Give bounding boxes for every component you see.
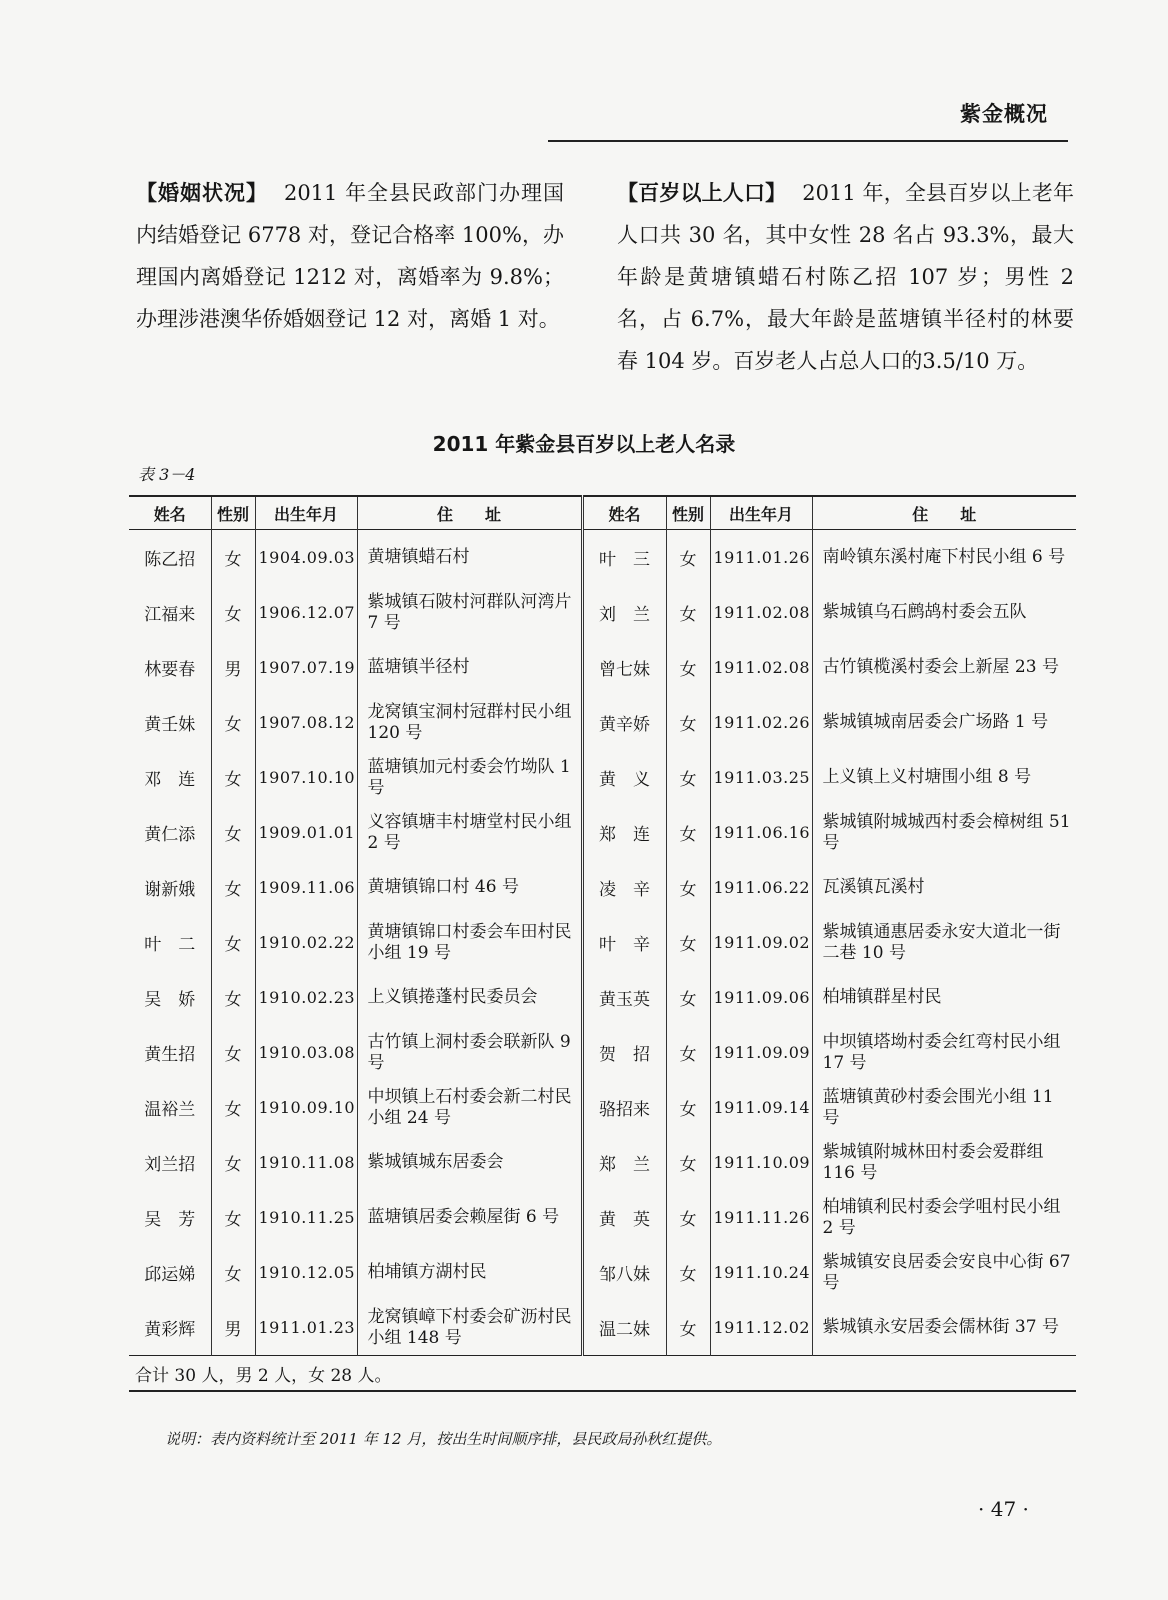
birth-date-left: 1907.07.19 [255,640,357,695]
birth-date-right: 1911.10.24 [710,1245,812,1300]
address-left: 柏埔镇方湖村民 [357,1245,582,1300]
header-rule [548,140,1068,142]
address-right: 紫城镇附城城西村委会樟树组 51 号 [812,805,1076,860]
person-name-right: 叶 辛 [582,915,666,970]
person-name-left: 刘兰招 [129,1135,211,1190]
address-left: 义容镇塘丰村塘堂村民小组 2 号 [357,805,582,860]
person-name-right: 贺 招 [582,1025,666,1080]
table-note: 说明：表内资料统计至 2011 年 12 月，按出生时间顺序排，县民政局孙秋红提供。 [165,1430,722,1448]
address-right: 南岭镇东溪村庵下村民小组 6 号 [812,530,1076,586]
sex-right: 女 [666,915,710,970]
birth-date-right: 1911.12.02 [710,1300,812,1356]
birth-date-left: 1910.11.25 [255,1190,357,1245]
person-name-right: 曾七妹 [582,640,666,695]
table-title: 2011 年紫金县百岁以上老人名录 [432,432,736,456]
table-total-row [129,1356,1076,1392]
sex-right: 女 [666,1300,710,1356]
birth-date-right: 1911.01.26 [710,530,812,586]
table-number: 表 3－4 [138,465,196,484]
header-name-left: 姓名 [129,496,211,530]
sex-left: 女 [211,1245,255,1300]
person-name-left: 黄壬妹 [129,695,211,750]
address-right: 蓝塘镇黄砂村委会围光小组 11 号 [812,1080,1076,1135]
sex-right: 女 [666,530,710,586]
sex-right: 女 [666,1080,710,1135]
sex-left: 女 [211,1025,255,1080]
address-left: 蓝塘镇加元村委会竹坳队 1 号 [357,750,582,805]
header-address-left: 住 址 [357,496,582,530]
sex-right: 女 [666,1135,710,1190]
person-name-right: 凌 辛 [582,860,666,915]
birth-date-left: 1909.11.06 [255,860,357,915]
address-left: 古竹镇上洞村委会联新队 9 号 [357,1025,582,1080]
table-row [129,805,1076,860]
sex-right: 女 [666,750,710,805]
person-name-right: 邹八妹 [582,1245,666,1300]
person-name-right: 黄 义 [582,750,666,805]
birth-date-right: 1911.03.25 [710,750,812,805]
table-row [129,750,1076,805]
person-name-right: 叶 三 [582,530,666,586]
header-sex-right: 性别 [666,496,710,530]
address-right: 古竹镇榄溪村委会上新屋 23 号 [812,640,1076,695]
person-name-left: 吴 娇 [129,970,211,1025]
table-row [129,1025,1076,1080]
running-head: 紫金概况 [960,102,1048,126]
address-right: 紫城镇永安居委会儒林街 37 号 [812,1300,1076,1356]
person-name-left: 黄仁添 [129,805,211,860]
sex-left: 女 [211,970,255,1025]
birth-date-left: 1910.11.08 [255,1135,357,1190]
table-row [129,915,1076,970]
birth-date-right: 1911.06.16 [710,805,812,860]
birth-date-right: 1911.10.09 [710,1135,812,1190]
person-name-left: 温裕兰 [129,1080,211,1135]
birth-date-left: 1909.01.01 [255,805,357,860]
sex-left: 女 [211,860,255,915]
sex-right: 女 [666,585,710,640]
birth-date-right: 1911.09.06 [710,970,812,1025]
address-left: 紫城镇城东居委会 [357,1135,582,1190]
address-left: 紫城镇石陂村河群队河湾片 7 号 [357,585,582,640]
sex-right: 女 [666,695,710,750]
sex-left: 女 [211,695,255,750]
address-left: 上义镇捲蓬村民委员会 [357,970,582,1025]
person-name-right: 郑 兰 [582,1135,666,1190]
table-row [129,695,1076,750]
address-left: 蓝塘镇半径村 [357,640,582,695]
sex-left: 女 [211,1190,255,1245]
birth-date-left: 1906.12.07 [255,585,357,640]
birth-date-right: 1911.09.14 [710,1080,812,1135]
table-row [129,1300,1076,1356]
person-name-left: 林要春 [129,640,211,695]
birth-date-right: 1911.11.26 [710,1190,812,1245]
sex-right: 女 [666,1025,710,1080]
address-right: 紫城镇乌石鹧鸪村委会五队 [812,585,1076,640]
address-right: 柏埔镇利民村委会学咀村民小组 2 号 [812,1190,1076,1245]
sex-left: 女 [211,915,255,970]
address-right: 紫城镇安良居委会安良中心街 67 号 [812,1245,1076,1300]
birth-date-right: 1911.09.09 [710,1025,812,1080]
marriage-heading: 【婚姻状况】 [136,181,268,205]
centenarian-heading: 【百岁以上人口】 [617,181,787,205]
address-left: 龙窝镇嶂下村委会矿沥村民小组 148 号 [357,1300,582,1356]
birth-date-left: 1910.09.10 [255,1080,357,1135]
person-name-left: 黄彩辉 [129,1300,211,1356]
header-birth-left: 出生年月 [255,496,357,530]
person-name-left: 吴 芳 [129,1190,211,1245]
birth-date-right: 1911.02.26 [710,695,812,750]
person-name-left: 邱运娣 [129,1245,211,1300]
header-birth-right: 出生年月 [710,496,812,530]
header-sex-left: 性别 [211,496,255,530]
marriage-text: 2011 年全县民政部门办理国内结婚登记 6778 对，登记合格率 100%，办理国内离婚登记 1212 对，离婚率为 9.8%；办理涉港澳华侨婚姻登记 12 对，离婚 1 对。 [136,181,564,331]
sex-right: 女 [666,640,710,695]
birth-date-right: 1911.06.22 [710,860,812,915]
address-right: 柏埔镇群星村民 [812,970,1076,1025]
address-left: 蓝塘镇居委会赖屋街 6 号 [357,1190,582,1245]
person-name-left: 叶 二 [129,915,211,970]
person-name-right: 骆招来 [582,1080,666,1135]
person-name-right: 温二妹 [582,1300,666,1356]
table-row [129,1080,1076,1135]
person-name-right: 黄玉英 [582,970,666,1025]
address-right: 上义镇上义村塘围小组 8 号 [812,750,1076,805]
table-total: 合计 30 人，男 2 人，女 28 人。 [129,1356,1076,1392]
birth-date-left: 1910.02.23 [255,970,357,1025]
table-row [129,1135,1076,1190]
table-row [129,585,1076,640]
birth-date-left: 1911.01.23 [255,1300,357,1356]
sex-right: 女 [666,1245,710,1300]
header-address-right: 住 址 [812,496,1076,530]
birth-date-left: 1910.03.08 [255,1025,357,1080]
marriage-section [136,172,564,340]
table-row [129,860,1076,915]
birth-date-right: 1911.02.08 [710,585,812,640]
sex-right: 女 [666,1190,710,1245]
table-row [129,1190,1076,1245]
birth-date-left: 1907.08.12 [255,695,357,750]
centenarian-text: 2011 年，全县百岁以上老年人口共 30 名，其中女性 28 名占 93.3%，最大年龄是黄塘镇蜡石村陈乙招 107 岁；男性 2 名，占 6.7%，最大年龄是蓝塘镇半径村的林要春 104 岁。百岁老人占总人口的3.5/10 万。 [617,181,1074,373]
table-row [129,530,1076,586]
person-name-left: 邓 连 [129,750,211,805]
sex-left: 女 [211,1080,255,1135]
person-name-left: 黄生招 [129,1025,211,1080]
birth-date-left: 1907.10.10 [255,750,357,805]
sex-right: 女 [666,860,710,915]
sex-right: 女 [666,970,710,1025]
sex-left: 女 [211,585,255,640]
table-row [129,1245,1076,1300]
address-right: 瓦溪镇瓦溪村 [812,860,1076,915]
centenarian-table [129,495,1076,1392]
person-name-left: 陈乙招 [129,530,211,586]
sex-right: 女 [666,805,710,860]
address-left: 龙窝镇宝洞村冠群村民小组 120 号 [357,695,582,750]
sex-left: 女 [211,750,255,805]
sex-left: 男 [211,640,255,695]
header-name-right: 姓名 [582,496,666,530]
address-right: 紫城镇城南居委会广场路 1 号 [812,695,1076,750]
birth-date-left: 1904.09.03 [255,530,357,586]
person-name-right: 黄辛娇 [582,695,666,750]
table-header-row [129,496,1076,530]
person-name-right: 郑 连 [582,805,666,860]
table-row [129,640,1076,695]
birth-date-left: 1910.02.22 [255,915,357,970]
person-name-left: 谢新娥 [129,860,211,915]
birth-date-left: 1910.12.05 [255,1245,357,1300]
person-name-right: 黄 英 [582,1190,666,1245]
table-row [129,970,1076,1025]
birth-date-right: 1911.02.08 [710,640,812,695]
sex-left: 男 [211,1300,255,1356]
birth-date-right: 1911.09.02 [710,915,812,970]
address-right: 中坝镇塔坳村委会红弯村民小组 17 号 [812,1025,1076,1080]
centenarian-section [617,172,1074,382]
sex-left: 女 [211,530,255,586]
page-number: · 47 · [978,1497,1029,1521]
person-name-left: 江福来 [129,585,211,640]
address-left: 黄塘镇蜡石村 [357,530,582,586]
sex-left: 女 [211,1135,255,1190]
person-name-right: 刘 兰 [582,585,666,640]
sex-left: 女 [211,805,255,860]
address-right: 紫城镇通惠居委永安大道北一街二巷 10 号 [812,915,1076,970]
address-left: 黄塘镇锦口村委会车田村民小组 19 号 [357,915,582,970]
address-left: 黄塘镇锦口村 46 号 [357,860,582,915]
address-right: 紫城镇附城林田村委会爱群组 116 号 [812,1135,1076,1190]
address-left: 中坝镇上石村委会新二村民小组 24 号 [357,1080,582,1135]
